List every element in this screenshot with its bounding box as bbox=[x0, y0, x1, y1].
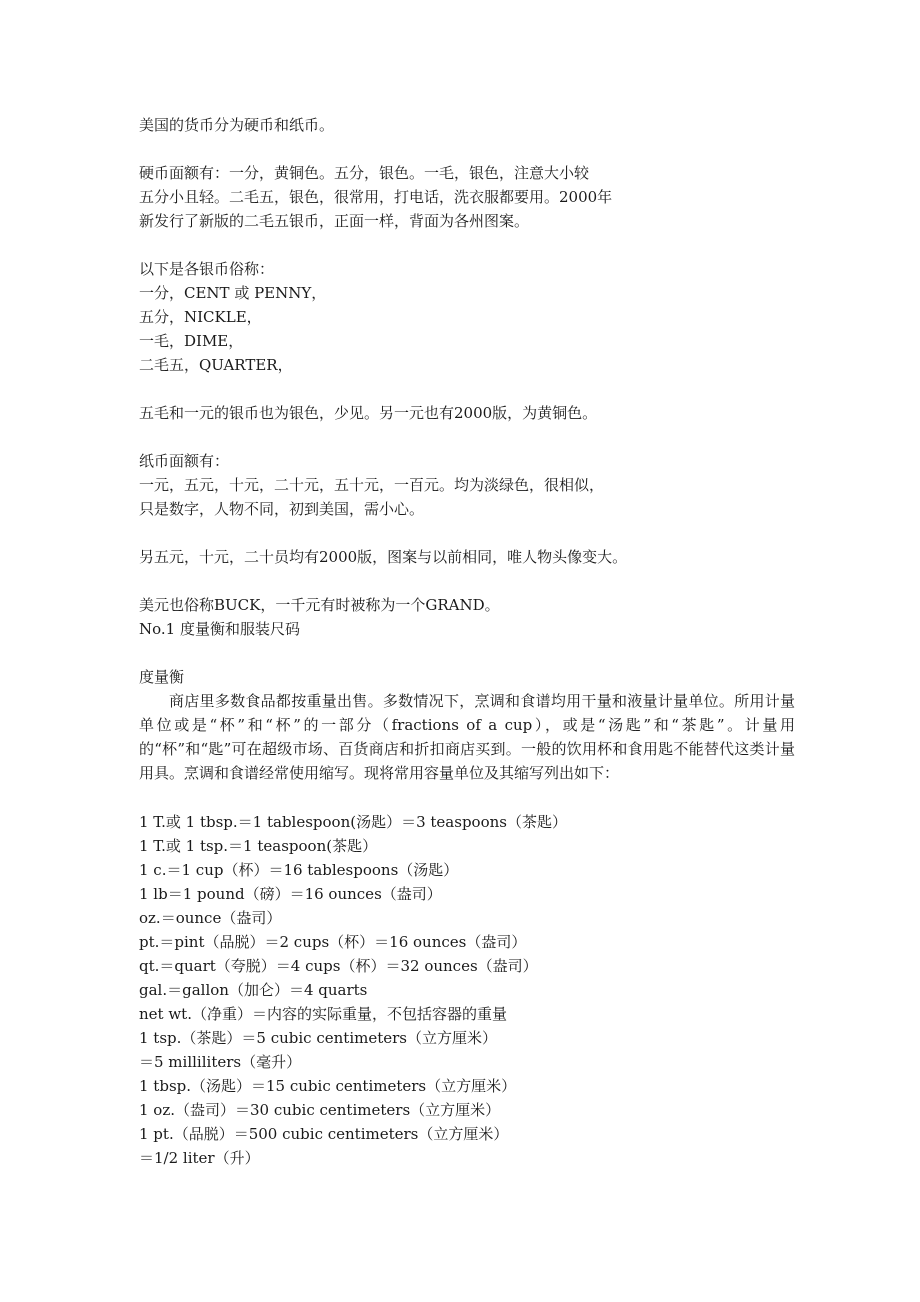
unit-line: 1 lb＝1 pound（磅）＝16 ounces（盎司） bbox=[139, 885, 442, 903]
unit-line: 1 tbsp.（汤匙）＝15 cubic centimeters（立方厘米） bbox=[139, 1077, 517, 1095]
coin-nicknames-heading: 以下是各银币俗称： bbox=[139, 260, 275, 278]
unit-line: ＝5 milliliters（毫升） bbox=[139, 1053, 302, 1071]
unit-line: 1 T.或 1 tbsp.＝1 tablespoon(汤匙）＝3 teaspoons（茶匙） bbox=[139, 813, 567, 831]
bills-heading: 纸币面额有： bbox=[139, 452, 230, 470]
unit-line: 1 oz.（盎司）＝30 cubic centimeters（立方厘米） bbox=[139, 1101, 501, 1119]
bills-line: 只是数字，人物不同，初到美国，需小心。 bbox=[139, 500, 425, 518]
coin-denominations-line: 新发行了新版的二毛五银币，正面一样，背面为各州图案。 bbox=[139, 212, 530, 230]
buck-note: 美元也俗称BUCK，一千元有时被称为一个GRAND。 bbox=[139, 596, 500, 614]
unit-line: 1 c.＝1 cup（杯）＝16 tablespoons（汤匙） bbox=[139, 861, 459, 879]
unit-line: 1 tsp.（茶匙）＝5 cubic centimeters（立方厘米） bbox=[139, 1029, 497, 1047]
coin-nickname-item: 二毛五，QUARTER， bbox=[139, 356, 293, 374]
unit-line: qt.＝quart（夸脱）＝4 cups（杯）＝32 ounces（盎司） bbox=[139, 957, 538, 975]
coin-nickname-item: 一毛，DIME， bbox=[139, 332, 244, 350]
unit-line: gal.＝gallon（加仑）＝4 quarts bbox=[139, 981, 368, 999]
bills-line: 一元，五元，十元，二十元，五十元，一百元。均为淡绿色，很相似， bbox=[139, 476, 605, 494]
coin-denominations-line: 硬币面额有：一分，黄铜色。五分，银色。一毛，银色，注意大小较 bbox=[139, 164, 590, 182]
unit-line: 1 T.或 1 tsp.＝1 teaspoon(茶匙） bbox=[139, 837, 378, 855]
currency-intro: 美国的货币分为硬币和纸币。 bbox=[139, 116, 335, 134]
measures-heading: 度量衡 bbox=[139, 668, 185, 686]
coin-nickname-item: 一分，CENT 或 PENNY， bbox=[139, 284, 327, 302]
section-title: No.1 度量衡和服装尺码 bbox=[139, 620, 300, 638]
bills-2000-note: 另五元，十元，二十员均有2000版，图案与以前相同，唯人物头像变大。 bbox=[139, 548, 628, 566]
unit-line: 1 pt.（品脱）＝500 cubic centimeters（立方厘米） bbox=[139, 1125, 509, 1143]
coin-nickname-item: 五分，NICKLE， bbox=[139, 308, 262, 326]
unit-line: ＝1/2 liter（升） bbox=[139, 1149, 260, 1167]
measures-paragraph: 商店里多数食品都按重量出售。多数情况下，烹调和食谱均用干量和液量计量单位。所用计量单位或是“杯”和“杯”的一部分（fractions of a cup），或是“汤匙”和“茶匙”。计量用的“杯”和“匙”可在超级市场、百货商店和折扣商店买到。一般的饮用杯和食用匙不能替代这类计量用具。烹调和食谱经常使用缩写。现将常用容量单位及其缩写列出如下： bbox=[139, 692, 795, 782]
unit-line: net wt.（净重）＝内容的实际重量，不包括容器的重量 bbox=[139, 1005, 507, 1023]
unit-line: pt.＝pint（品脱）＝2 cups（杯）＝16 ounces（盎司） bbox=[139, 933, 527, 951]
half-dollar-note: 五毛和一元的银币也为银色，少见。另一元也有2000版，为黄铜色。 bbox=[139, 404, 598, 422]
unit-line: oz.＝ounce（盎司） bbox=[139, 909, 282, 927]
coin-denominations-line: 五分小且轻。二毛五，银色，很常用，打电话，洗衣服都要用。2000年 bbox=[139, 188, 613, 206]
